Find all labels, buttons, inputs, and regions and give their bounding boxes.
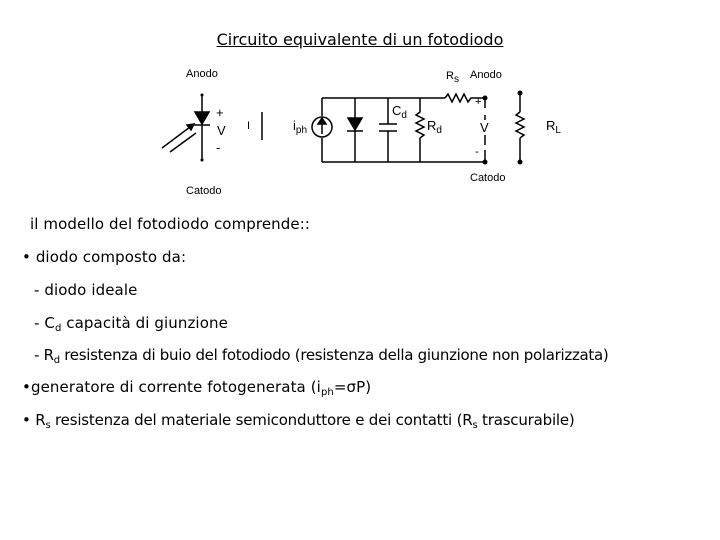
left-i-label: I [247, 120, 251, 132]
left-minus-label: - [216, 140, 221, 155]
rl-label: $R_L$ [546, 118, 561, 136]
rd-resistor [416, 98, 424, 162]
sub-bullet-cd: - $C_d$ capacità di giunzione [34, 314, 228, 334]
page-title: Circuito equivalente di un fotodiodo [216, 30, 504, 49]
light-arrows-icon [162, 124, 196, 152]
left-plus-label: + [216, 105, 224, 120]
bullet-diode: • diodo composto da: [22, 248, 187, 266]
left-v-label: V [217, 123, 226, 138]
left-cathode-label: Catodo [186, 185, 222, 197]
rl-resistor [516, 112, 524, 138]
right-cathode-label: Catodo [470, 172, 506, 184]
sub-bullet-rd: - $R_d$ resistenza di buio del fotodiodo (resistenza della giunzione non polarizzata) [34, 346, 609, 366]
right-minus-label: - [475, 146, 479, 158]
right-v-label: V [480, 120, 489, 135]
photodiode-symbol [194, 95, 210, 160]
photodiode-triangle [195, 112, 209, 124]
iph-label: $i_{ph}$ [293, 118, 308, 136]
right-anode-label: Anodo [470, 69, 502, 81]
intro-text: il modello del fotodiodo comprende:: [30, 215, 311, 233]
rs-label: $R_s$ [446, 70, 459, 85]
bullet-rs: • $R_s$ resistenza del materiale semiconduttore e dei contatti ($R_s$ trascurabile) [22, 411, 575, 431]
photodiode-circuit-diagram [0, 0, 720, 210]
left-anode-label: Anodo [186, 68, 218, 80]
rd-label: $R_d$ [427, 118, 442, 136]
cd-label: $C_d$ [392, 103, 407, 121]
right-plus-label: + [475, 96, 482, 108]
sub-bullet-ideal-diode: - diodo ideale [34, 281, 138, 299]
ideal-diode-triangle [348, 118, 362, 130]
bullet-generator: •generatore di corrente fotogenerata $(i_{ph}=\sigma P)$ [22, 378, 372, 398]
